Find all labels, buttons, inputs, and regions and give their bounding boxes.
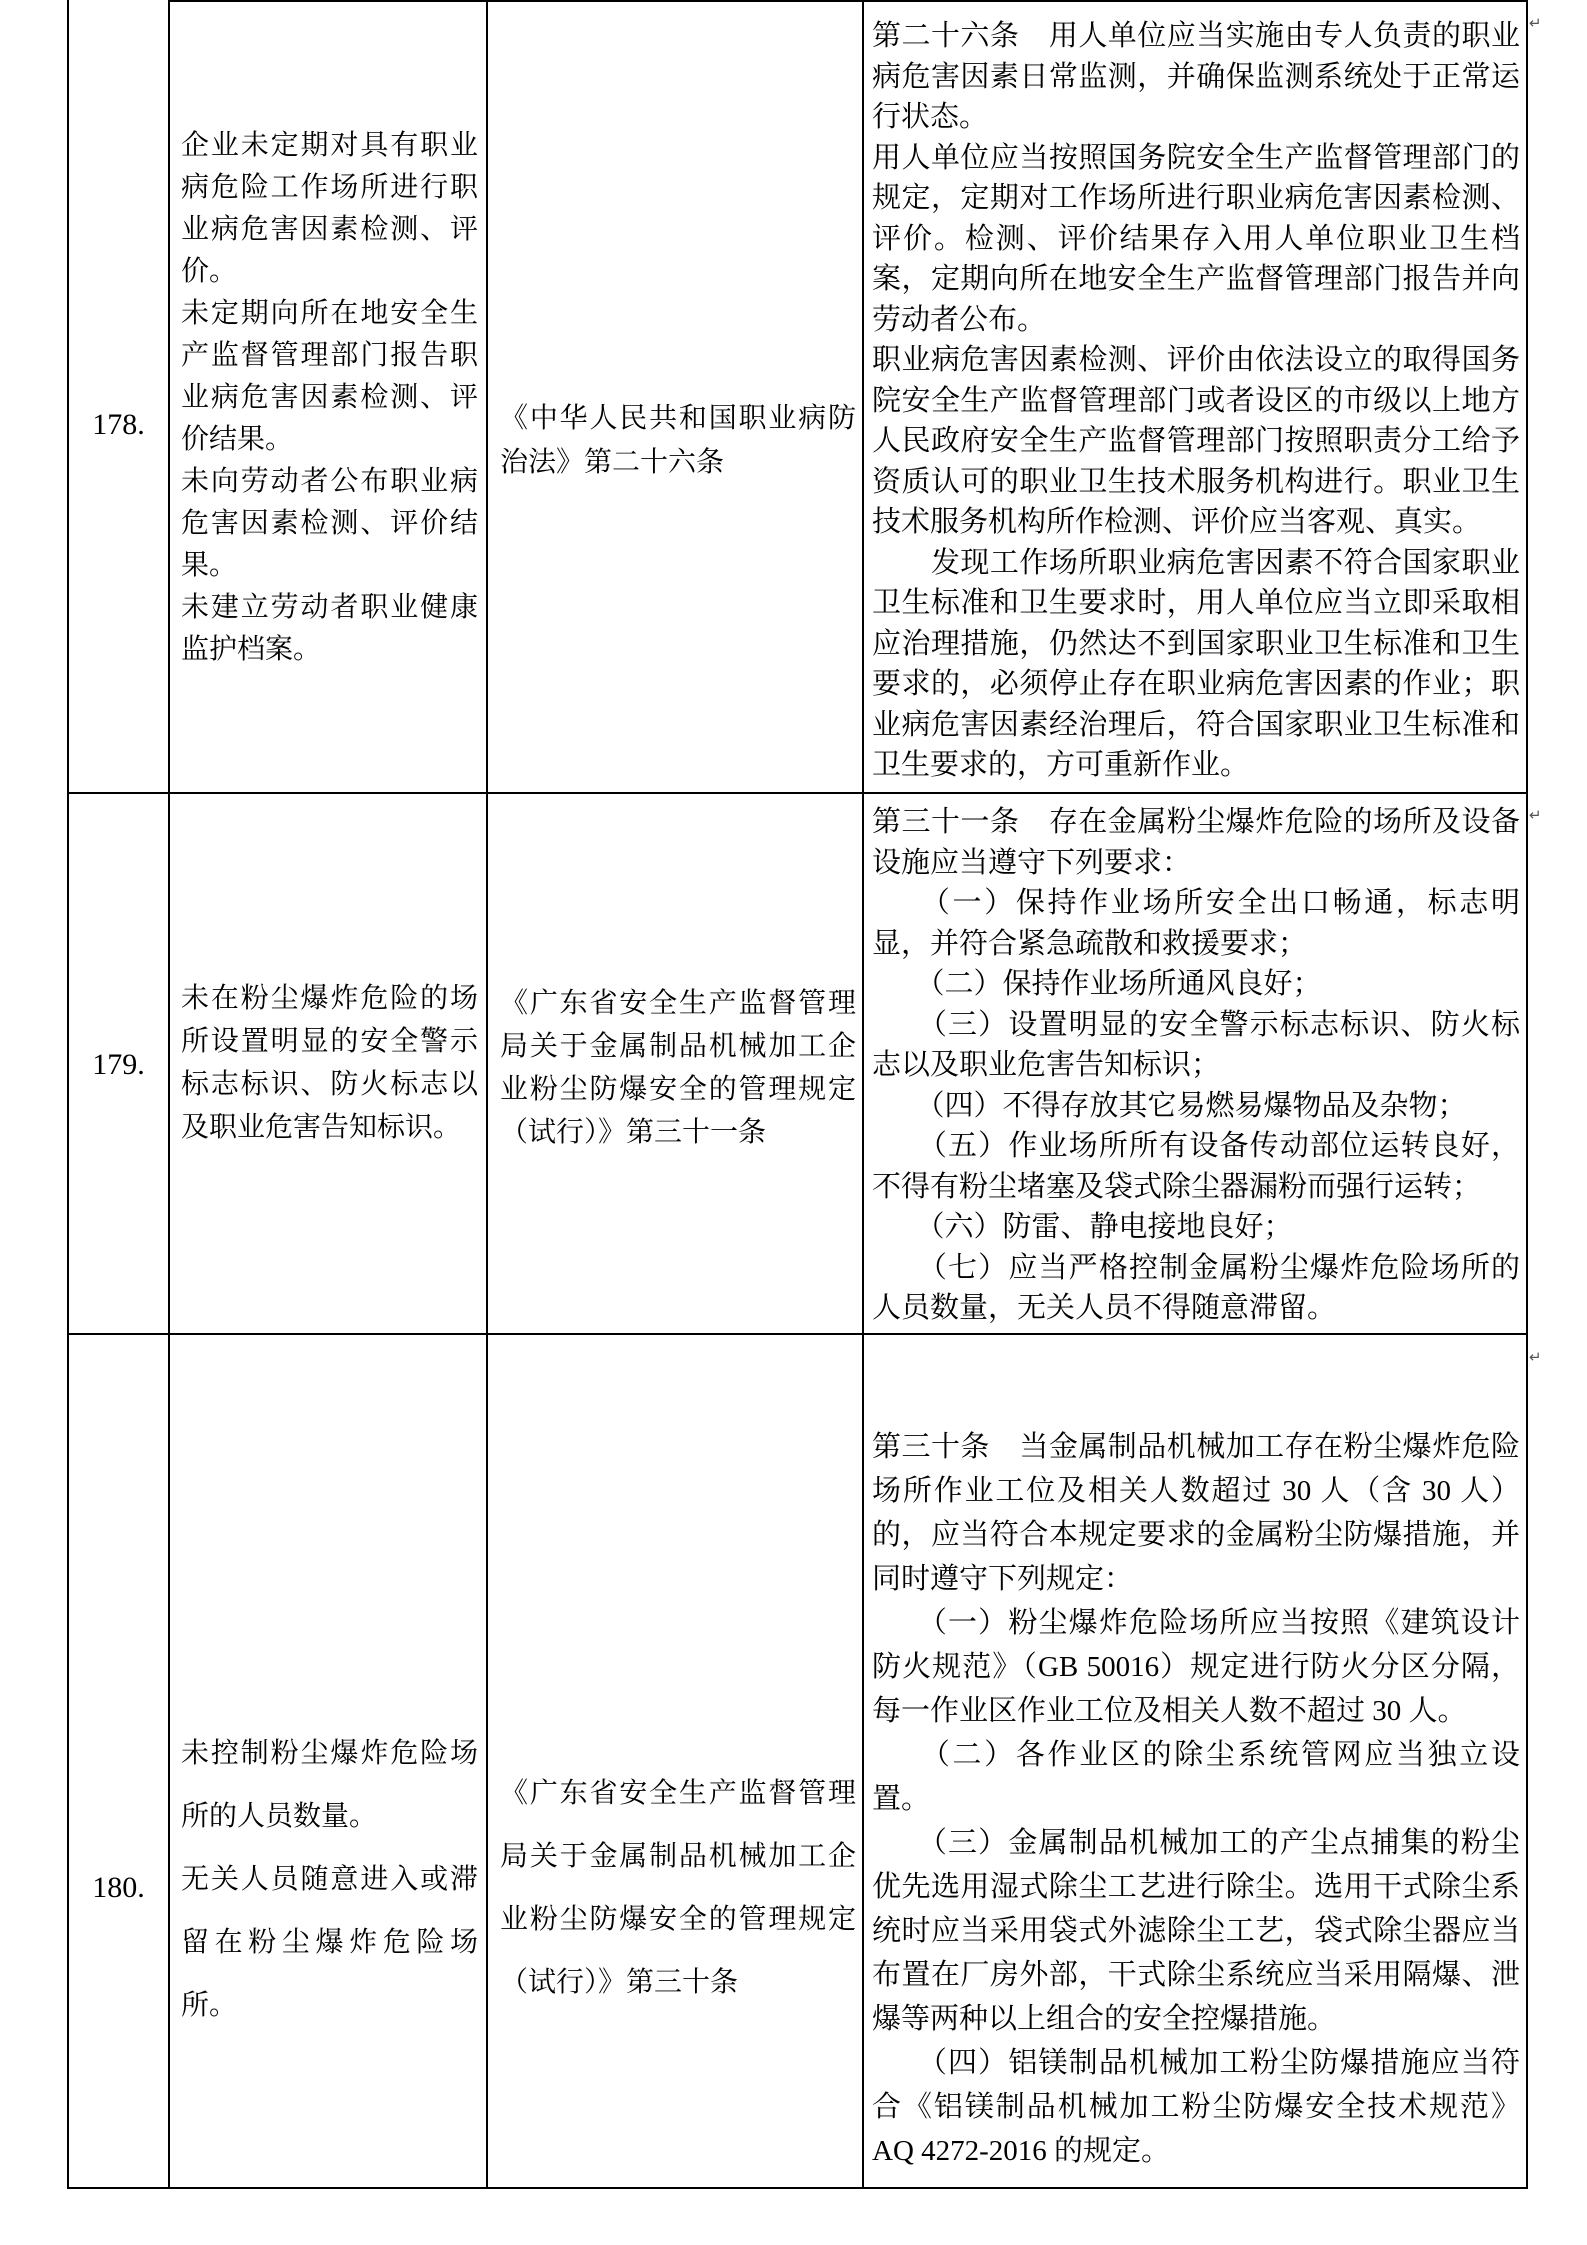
provision-paragraph: （五）作业场所所有设备传动部位运转良好，不得有粉尘堵塞及袋式除尘器漏粉而强行运转； — [872, 1130, 1520, 1203]
violation-paragraph: 企业未定期对具有职业病危险工作场所进行职业病危害因素检测、评价。 — [181, 130, 478, 287]
provision-paragraph: （一）粉尘爆炸危险场所应当按照《建筑设计防火规范》（GB 50016）规定进行防火分区分隔，每一作业区作业工位及相关人数不超过 30 人。 — [872, 1607, 1520, 1727]
provision-paragraph: （二）各作业区的除尘系统管网应当独立设置。 — [872, 1739, 1520, 1815]
row-178-violation — [169, 125, 485, 671]
row-180-violation — [169, 1722, 485, 2037]
paragraph-mark-icon: ↵ — [1529, 14, 1542, 32]
violation-paragraph: 无关人员随意进入或滞留在粉尘爆炸危险场所。 — [181, 1864, 478, 2021]
row-178-legal-basis — [488, 397, 862, 485]
row-179-violation — [169, 977, 485, 1149]
row-180-number: 180. — [92, 1871, 145, 1904]
provision-paragraph: （六）防雷、静电接地良好； — [872, 1211, 1293, 1243]
provision-paragraph: （四）不得存放其它易燃易爆物品及杂物； — [872, 1089, 1467, 1122]
provision-paragraph: 第二十六条 用人单位应当实施由专人负责的职业病危害因素日常监测，并确保监测系统处于正常运行状态。 — [872, 20, 1520, 133]
violation-paragraph: 未控制粉尘爆炸危险场所的人员数量。 — [181, 1738, 478, 1832]
paragraph-mark-icon: ↵ — [1529, 1348, 1542, 1366]
provision-paragraph: 第三十条 当金属制品机械加工存在粉尘爆炸危险场所作业工位及相关人数超过 30 人（含 30 人）的，应当符合本规定要求的金属粉尘防爆措施，并同时遵守下列规定： — [872, 1431, 1520, 1595]
row-180-legal-basis — [488, 1762, 862, 2014]
violation-paragraph: 未在粉尘爆炸危险的场所设置明显的安全警示标志标识、防火标志以及职业危害告知标识。 — [181, 983, 478, 1143]
provision-paragraph: 用人单位应当按照国务院安全生产监督管理部门的规定，定期对工作场所进行职业病危害因素检测、评价。检测、评价结果存入用人单位职业卫生档案，定期向所在地安全生产监督管理部门报告并向劳动者公布。 — [872, 141, 1520, 336]
legal-basis-text: 《广东省安全生产监督管理局关于金属制品机械加工企业粉尘防爆安全的管理规定（试行）》第三十一条 — [500, 988, 856, 1148]
provision-paragraph: 职业病危害因素检测、评价由依法设立的取得国务院安全生产监督管理部门或者设区的市级以上地方人民政府安全生产监督管理部门按照职责分工给予资质认可的职业卫生技术服务机构进行。职业卫生技术服务机构所作检测、评价应当客观、真实。 — [872, 344, 1520, 538]
legal-basis-text: 《中华人民共和国职业病防治法》第二十六条 — [500, 403, 856, 478]
provision-paragraph: 第三十一条 存在金属粉尘爆炸危险的场所及设备设施应当遵守下列要求： — [872, 806, 1520, 879]
row-179-number: 179. — [92, 1048, 145, 1081]
paragraph-mark-icon: ↵ — [1529, 806, 1542, 824]
row-179-provision — [864, 802, 1524, 1329]
provision-paragraph: （三）设置明显的安全警示标志标识、防火标志以及职业危害告知标识； — [872, 1008, 1520, 1081]
provision-paragraph: （四）铝镁制品机械加工粉尘防爆措施应当符合《铝镁制品机械加工粉尘防爆安全技术规范》AQ 4272-2016 的规定。 — [872, 2047, 1520, 2167]
row-178-provision — [864, 16, 1524, 786]
provision-paragraph: （二）保持作业场所通风良好； — [872, 968, 1322, 1000]
violation-paragraph: 未定期向所在地安全生产监督管理部门报告职业病危害因素检测、评价结果。 — [181, 298, 478, 455]
regulation-table — [67, 0, 1528, 2189]
provision-paragraph: （三）金属制品机械加工的产尘点捕集的粉尘优先选用湿式除尘工艺进行除尘。选用干式除尘系统时应当采用袋式外滤除尘工艺，袋式除尘器应当布置在厂房外部，干式除尘系统应当采用隔爆、泄爆等两种以上组合的安全控爆措施。 — [872, 1827, 1520, 2035]
provision-paragraph: （七）应当严格控制金属粉尘爆炸危险场所的人员数量，无关人员不得随意滞留。 — [872, 1251, 1520, 1324]
row-divider-179-180 — [69, 1333, 1526, 1335]
legal-basis-text: 《广东省安全生产监督管理局关于金属制品机械加工企业粉尘防爆安全的管理规定（试行）》第三十条 — [500, 1778, 856, 1998]
row-179-legal-basis — [488, 982, 862, 1154]
table-border-top — [168, 0, 1526, 2]
row-178-number: 178. — [92, 408, 145, 441]
violation-paragraph: 未向劳动者公布职业病危害因素检测、评价结果。 — [181, 466, 478, 581]
row-180-provision — [864, 1425, 1524, 2173]
violation-paragraph: 未建立劳动者职业健康监护档案。 — [181, 592, 478, 665]
row-divider-178-179 — [69, 792, 1526, 794]
provision-paragraph: 发现工作场所职业病危害因素不符合国家职业卫生标准和卫生要求时，用人单位应当立即采取相应治理措施，仍然达不到国家职业卫生标准和卫生要求的，必须停止存在职业病危害因素的作业；职业病危害因素经治理后，符合国家职业卫生标准和卫生要求的，方可重新作业。 — [872, 546, 1520, 781]
provision-paragraph: （一）保持作业场所安全出口畅通，标志明显，并符合紧急疏散和救援要求； — [872, 887, 1520, 960]
